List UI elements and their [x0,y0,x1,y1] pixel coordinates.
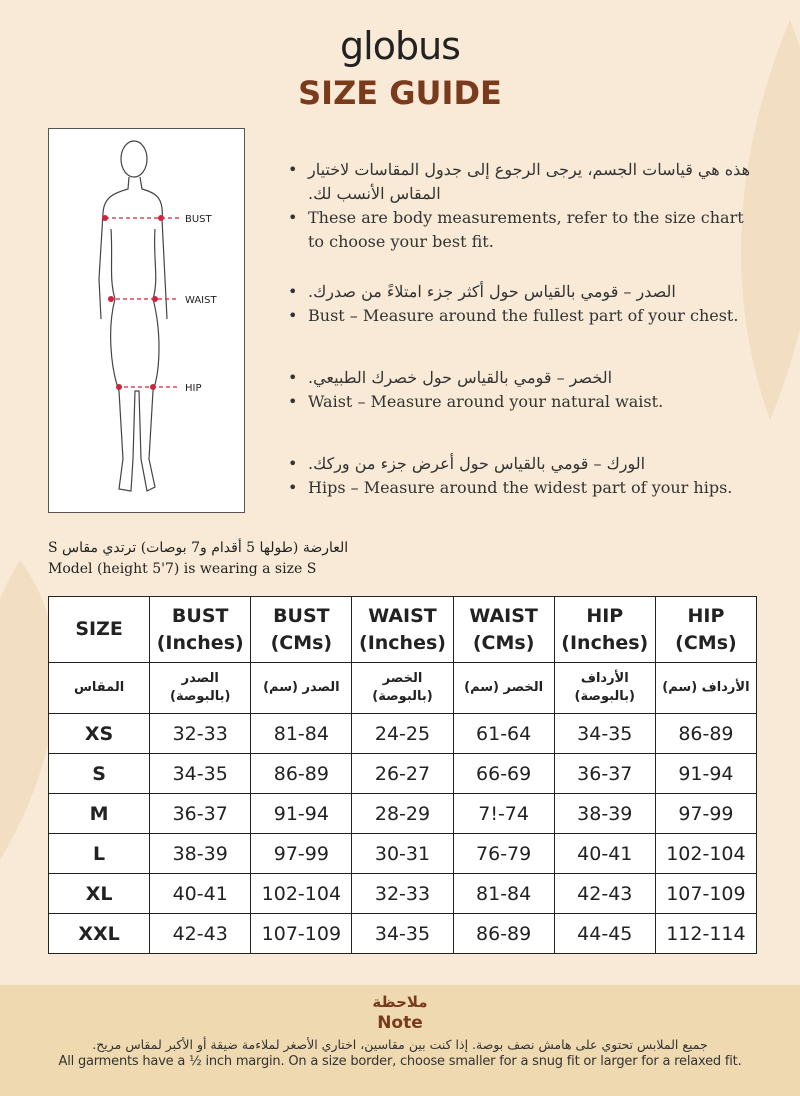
instruction-ar: • الورك – قومي بالقياس حول أعرض جزء من وركك. [286,452,756,476]
column-header [554,597,655,663]
column-header-line: المقاس [73,680,125,695]
measurement-cell: 44-45 [554,914,655,954]
size-chart-table [48,596,757,954]
column-header-line: الخصر (سم) [464,680,544,695]
size-cell: L [49,834,150,874]
column-header-line: HIP [687,604,725,627]
column-header-line: الأرداف [580,671,629,686]
body-silhouette-icon [49,129,246,514]
measurement-cell: 34-35 [554,714,655,754]
size-cell: XS [49,714,150,754]
table-row [49,834,757,874]
measurement-cell: 34-35 [150,754,251,794]
size-cell: XL [49,874,150,914]
table-row [49,714,757,754]
instruction-ar: • هذه هي قياسات الجسم، يرجى الرجوع إلى جدول المقاسات لاختيار المقاس الأنسب لك. [286,158,756,206]
size-cell: XXL [49,914,150,954]
column-header [49,663,150,714]
measurement-cell: 66-69 [453,754,554,794]
brand-logo: globus [340,24,460,68]
measurement-cell: 112-114 [655,914,756,954]
column-header-line: (CMs) [472,631,535,654]
measurement-instructions [286,158,756,526]
measurement-cell: 107-109 [251,914,352,954]
measurement-cell: 40-41 [150,874,251,914]
measurement-cell: 61-64 [453,714,554,754]
column-header [49,597,150,663]
measurement-cell: 97-99 [655,794,756,834]
column-header [453,597,554,663]
column-header [251,597,352,663]
measurement-cell: 24-25 [352,714,453,754]
column-header [655,663,756,714]
column-header-line: (Inches) [359,631,446,654]
instruction-en: • These are body measurements, refer to the size chart to choose your best fit. [286,206,756,254]
column-header-line: SIZE [75,618,123,640]
size-cell: S [49,754,150,794]
measurement-cell: 28-29 [352,794,453,834]
measurement-cell: 102-104 [251,874,352,914]
measurement-cell: 38-39 [150,834,251,874]
model-info-ar: العارضة (طولها 5 أقدام و7 بوصات) ترتدي مقاس S [48,540,349,556]
note-text-en: All garments have a ½ inch margin. On a size border, choose smaller for a snug fit or larger for a relaxed fit. [58,1054,742,1069]
instruction-en: • Hips – Measure around the widest part of your hips. [286,476,756,500]
measurement-cell: 40-41 [554,834,655,874]
column-header [554,663,655,714]
column-header-line: WAIST [368,604,437,627]
column-header [352,663,453,714]
measurement-cell: 76-79 [453,834,554,874]
column-header [150,663,251,714]
note-title-en: Note [377,1013,423,1033]
measurement-cell: 107-109 [655,874,756,914]
measurement-cell: 86-89 [655,714,756,754]
table-row [49,754,757,794]
measurement-cell: 97-99 [251,834,352,874]
size-cell: M [49,794,150,834]
column-header-line: (Inches) [561,631,649,654]
column-header-line: الصدر (سم) [263,680,340,695]
measurement-cell: 7!-74 [453,794,554,834]
instruction-waist [286,366,756,414]
model-info [48,538,348,580]
bust-label: BUST [185,214,212,225]
column-header-line: الأرداف (سم) [662,680,750,695]
column-header-line: الخصر [382,671,423,686]
column-header-line: الصدر [181,671,219,686]
measurement-cell: 91-94 [655,754,756,794]
instruction-en: • Waist – Measure around your natural waist. [286,390,756,414]
table-row [49,794,757,834]
column-header [352,597,453,663]
note-text-ar: جميع الملابس تحتوي على هامش نصف بوصة. إذا كنت بين مقاسين، اختاري الأصغر لملاءمة ضيقة أو الأكبر لمقاس مريح. [92,1037,708,1052]
table-row [49,914,757,954]
column-header-line: BUST [273,604,330,627]
measurement-cell: 32-33 [150,714,251,754]
measurement-cell: 86-89 [453,914,554,954]
column-header-line: (CMs) [675,631,737,654]
measurement-cell: 36-37 [554,754,655,794]
column-header [655,597,756,663]
instruction-bust [286,280,756,328]
note-title-ar: ملاحظة [372,993,428,1011]
column-header [150,597,251,663]
measurement-cell: 42-43 [554,874,655,914]
measurement-cell: 86-89 [251,754,352,794]
measurement-cell: 91-94 [251,794,352,834]
hip-label: HIP [185,383,202,394]
measurement-cell: 34-35 [352,914,453,954]
body-figure [48,128,245,513]
instruction-ar: • الصدر – قومي بالقياس حول أكثر جزء امتلاءً من صدرك. [286,280,756,304]
model-info-en: Model (height 5'7) is wearing a size S [48,561,317,577]
column-header-line: (بالبوصة) [169,689,231,704]
column-header-line: (Inches) [156,631,244,654]
instruction-ar: • الخصر – قومي بالقياس حول خصرك الطبيعي. [286,366,756,390]
instruction-general [286,158,756,254]
column-header-line: HIP [586,604,624,627]
measurement-cell: 102-104 [655,834,756,874]
measurement-cell: 81-84 [251,714,352,754]
measurement-cell: 26-27 [352,754,453,794]
page-title: SIZE GUIDE [298,74,502,112]
measurement-cell: 42-43 [150,914,251,954]
column-header [453,663,554,714]
table-header-row [49,663,757,714]
instruction-hips [286,452,756,500]
waist-label: WAIST [185,295,217,306]
column-header-line: (بالبوصة) [372,689,433,704]
table-header-row [49,597,757,663]
note-section [0,985,800,1096]
column-header-line: (بالبوصة) [574,689,635,704]
measurement-cell: 38-39 [554,794,655,834]
measurement-cell: 36-37 [150,794,251,834]
measurement-cell: 81-84 [453,874,554,914]
column-header [251,663,352,714]
column-header-line: (CMs) [270,631,333,654]
column-header-line: WAIST [469,604,538,627]
column-header-line: BUST [171,604,229,627]
table-row [49,874,757,914]
instruction-en: • Bust – Measure around the fullest part of your chest. [286,304,756,328]
measurement-cell: 30-31 [352,834,453,874]
measurement-cell: 32-33 [352,874,453,914]
